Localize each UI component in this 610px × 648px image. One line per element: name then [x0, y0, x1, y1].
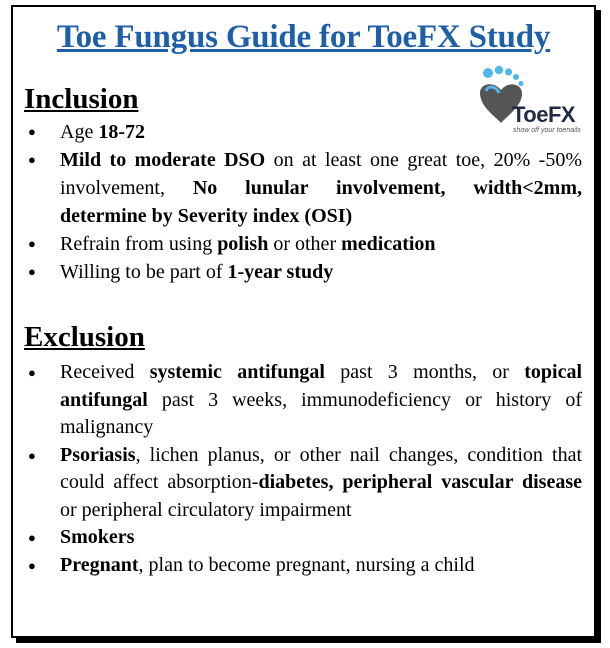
logo-name: ToeFX [512, 102, 576, 127]
exclusion-heading: Exclusion [24, 321, 145, 353]
item-text: past 3 weeks, immunodeficiency or history of malignancy [60, 388, 582, 438]
item-text: , plan to become pregnant, nursing a child [138, 553, 475, 576]
item-text: past 3 months, or [325, 361, 525, 383]
item-bold-text: medication [341, 233, 436, 255]
exclusion-list [13, 359, 594, 579]
item-text: Age [60, 121, 99, 143]
item-bold-text: Mild to moderate DSO [60, 149, 266, 171]
page-title: Toe Fungus Guide for ToeFX Study [56, 19, 551, 55]
item-text: Received [60, 361, 150, 383]
bullet-icon: ● [28, 530, 36, 545]
inclusion-heading: Inclusion [24, 83, 139, 115]
guide-panel [11, 5, 596, 638]
item-bold-text: polish [217, 233, 269, 255]
inclusion-list [13, 118, 594, 286]
item-bold-text: Pregnant [60, 553, 139, 576]
list-item [13, 146, 594, 230]
list-item [13, 118, 594, 146]
list-item [13, 552, 594, 580]
item-text: Refrain from using [60, 233, 218, 255]
list-item [13, 442, 594, 525]
item-bold-text: systemic antifungal [149, 361, 325, 383]
bullet-icon: ● [28, 447, 36, 463]
item-bold-text: diabetes, peripheral vascular disease [258, 471, 582, 493]
item-text: , lichen planus, or other nail changes, condition that could affect absorption- [60, 443, 582, 493]
item-text: on at least one great toe, 20% -50% involvement, [60, 149, 582, 199]
item-bold-text: 1-year study [227, 261, 334, 283]
bullet-icon: ● [28, 365, 36, 380]
logo-tagline: show off your toenails [513, 127, 581, 134]
list-item [13, 359, 594, 442]
list-item [13, 524, 594, 552]
item-text: Willing to be part of [60, 261, 228, 283]
item-bold-text: No lunular involvement, width<2mm, determine by Severity index (OSI) [60, 177, 582, 227]
bullet-icon: ● [28, 152, 36, 167]
bullet-icon: ● [28, 236, 36, 251]
item-bold-text: topical antifungal [60, 361, 583, 411]
item-bold-text: 18-72 [98, 121, 145, 143]
bullet-icon: ● [28, 124, 36, 139]
item-bold-text: Psoriasis [60, 443, 136, 466]
item-bold-text: Smokers [60, 526, 135, 548]
item-text: or peripheral circulatory impairment [60, 498, 352, 521]
bullet-icon: ● [28, 264, 36, 279]
list-item [13, 258, 594, 286]
list-item [13, 230, 594, 258]
bullet-icon: ● [28, 557, 36, 573]
item-text: or other [268, 233, 342, 255]
